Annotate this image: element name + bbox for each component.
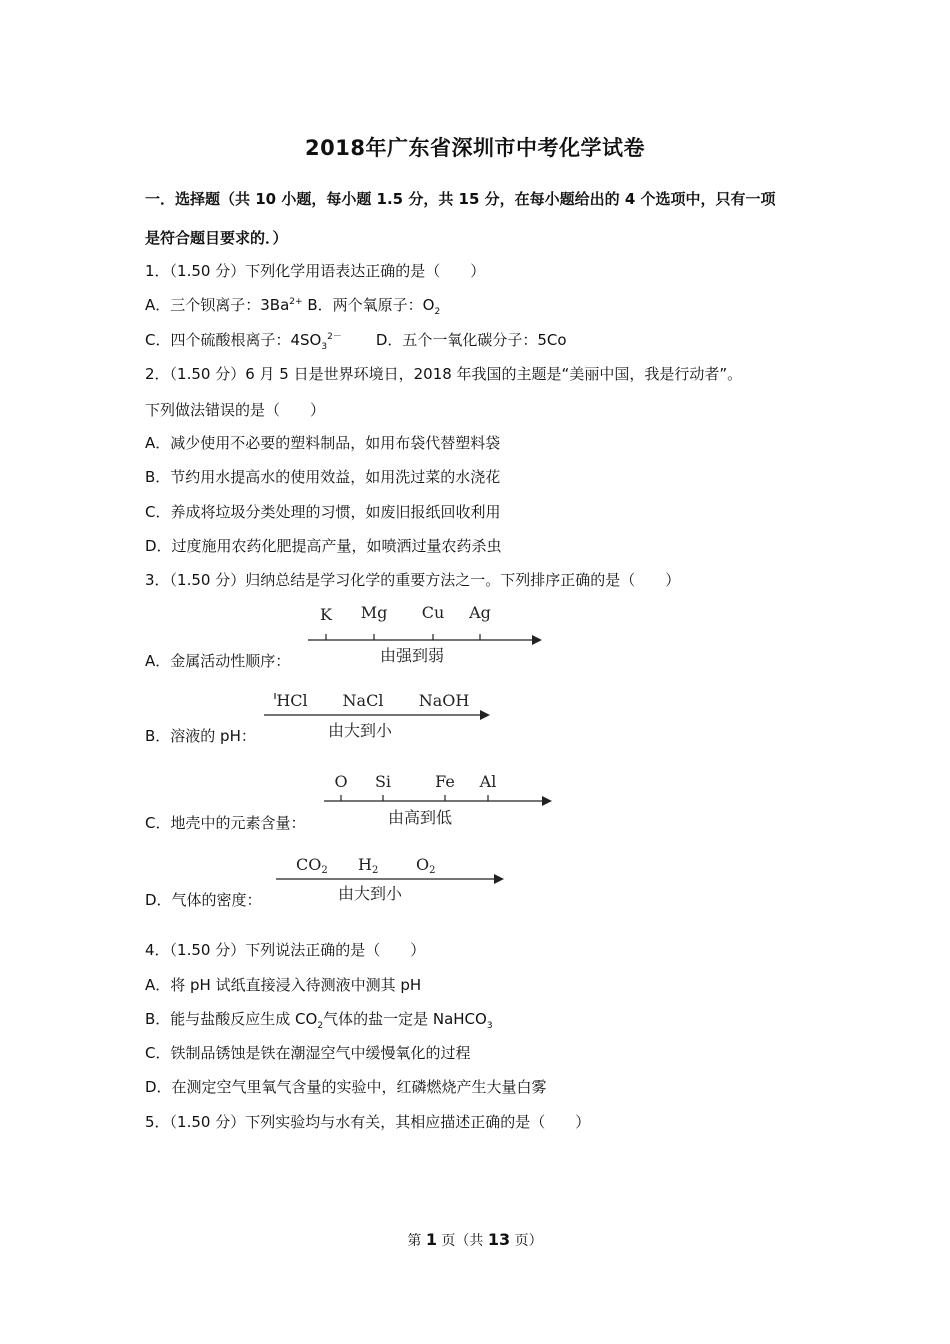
q1-option-b: B．两个氧原子：O — [302, 296, 435, 314]
q3-option-d: D．气体的密度： — [145, 891, 262, 909]
element-fe-label: Fe — [435, 772, 455, 791]
element-si-label: Si — [374, 772, 392, 791]
direction-caption: 由强到弱 — [379, 646, 445, 665]
arrow-head — [532, 635, 542, 645]
metal-k-label: K — [320, 605, 332, 624]
q2-option-b: B．节约用水提高水的使用效益，如用洗过菜的水浇花 — [145, 468, 501, 486]
direction-caption: 由大到小 — [327, 721, 393, 740]
footer-text: 页（共 — [436, 1233, 488, 1249]
page-number: 1 — [425, 1230, 437, 1249]
q3-stem: 3．（1.50 分）归纳总结是学习化学的重要方法之一。下列排序正确的是（ ） — [145, 571, 681, 589]
q1-stem: 1．（1.50 分）下列化学用语表达正确的是（ ） — [145, 262, 486, 280]
direction-caption: 由高到低 — [387, 808, 453, 827]
q2-stem-line2: 下列做法错误的是（ ） — [145, 401, 326, 419]
nacl-label: NaCl — [342, 691, 384, 710]
page-total: 13 — [487, 1230, 511, 1249]
q3-option-c-diagram — [320, 768, 560, 833]
q3-option-c: C．地壳中的元素含量： — [145, 814, 306, 832]
q4-stem: 4．（1.50 分）下列说法正确的是（ ） — [145, 941, 426, 959]
q1-option-c: C．四个硫酸根离子：4SO — [145, 331, 322, 349]
q1-options-ab — [145, 294, 440, 317]
naoh-label: NaOH — [418, 691, 470, 710]
q2-option-a: A．减少使用不必要的塑料制品，如用布袋代替塑料袋 — [145, 434, 501, 452]
q3-option-a-diagram — [300, 598, 550, 668]
q4-option-b-text: B．能与盐酸反应生成 CO — [145, 1010, 318, 1028]
q2-option-c: C．养成将垃圾分类处理的习惯，如废旧报纸回收利用 — [145, 503, 501, 521]
element-o-label: O — [334, 772, 348, 791]
page-title: 2018年广东省深圳市中考化学试卷 — [305, 136, 645, 160]
q1-options-cd — [145, 329, 567, 352]
q1-option-c-subscript: 3 — [321, 342, 328, 352]
section-heading-line2: 是符合题目要求的．） — [145, 229, 288, 247]
q4-option-b-text-cont: 气体的盐一定是 NaHCO — [323, 1010, 487, 1028]
gas-o2-label: O2 — [416, 855, 436, 876]
footer-text: 页） — [510, 1233, 543, 1249]
q1-option-d: D．五个一氧化碳分子：5Co — [375, 331, 567, 349]
element-al-label: Al — [479, 772, 497, 791]
q3-option-a: A．金属活动性顺序： — [145, 652, 291, 670]
q4-option-a: A．将 pH 试纸直接浸入待测液中测其 pH — [145, 976, 422, 994]
arrow-head — [480, 710, 490, 720]
q2-option-d: D．过度施用农药化肥提高产量，如喷洒过量农药杀虫 — [145, 537, 502, 555]
footer-text: 第 — [407, 1233, 426, 1249]
q1-option-a-charge: 2+ — [289, 297, 303, 307]
q3-option-b-diagram — [260, 688, 500, 748]
metal-mg-label: Mg — [360, 603, 388, 622]
page-footer — [0, 1230, 950, 1250]
q2-stem-line1: 2．（1.50 分）6 月 5 日是世界环境日，2018 年我国的主题是“美丽中国，我是行动者”。 — [145, 365, 743, 383]
metal-ag-label: Ag — [469, 603, 491, 622]
section-heading-line1: 一．选择题（共 10 小题，每小题 1.5 分，共 15 分，在每小题给出的 4 个选项中，只有一项 — [145, 190, 776, 208]
gas-co2-label: CO2 — [296, 855, 328, 876]
q4-option-b-subscript2: 3 — [486, 1021, 493, 1031]
q1-option-c-charge: 2－ — [327, 332, 342, 342]
q1-option-a: A．三个钡离子：3Ba — [145, 296, 290, 314]
q1-option-b-subscript: 2 — [434, 307, 441, 317]
metal-cu-label: Cu — [421, 603, 445, 622]
q3-option-b: B．溶液的 pH： — [145, 727, 256, 745]
hcl-label: HCl — [276, 691, 308, 710]
q4-option-b-subscript: 2 — [317, 1021, 324, 1031]
q4-option-d: D．在测定空气里氧气含量的实验中，红磷燃烧产生大量白雾 — [145, 1078, 547, 1096]
direction-caption: 由大到小 — [337, 884, 403, 903]
q5-stem: 5．（1.50 分）下列实验均与水有关，其相应描述正确的是（ ） — [145, 1113, 591, 1131]
q4-option-b — [145, 1008, 493, 1031]
gas-h2-label: H2 — [358, 855, 379, 876]
arrow-head — [494, 874, 504, 884]
arrow-head — [542, 796, 552, 806]
q3-option-d-diagram — [272, 852, 512, 912]
q4-option-c: C．铁制品锈蚀是铁在潮湿空气中缓慢氧化的过程 — [145, 1044, 471, 1062]
